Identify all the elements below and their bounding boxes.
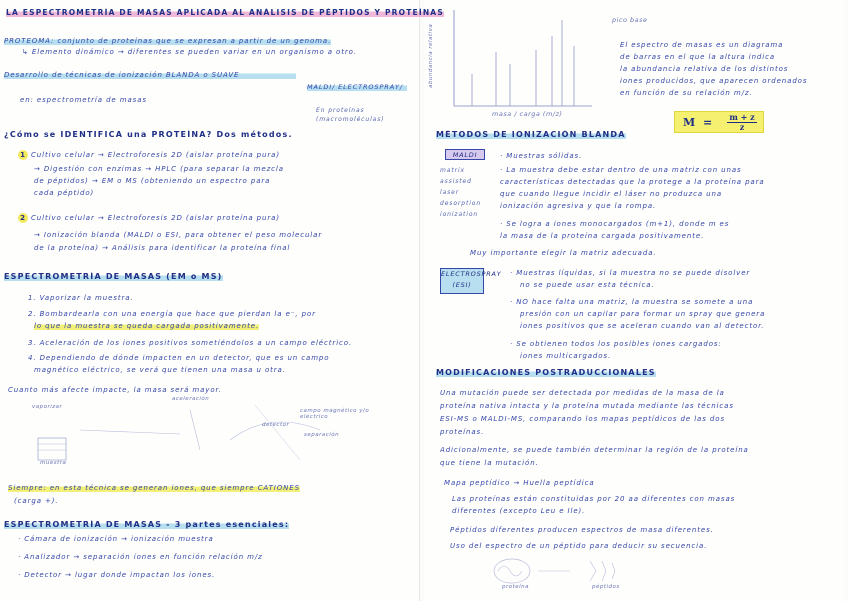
sketch-label-aceleracion: aceleración bbox=[172, 396, 210, 402]
maldi-expansion-5: ionization bbox=[440, 211, 479, 218]
part-detector: · Detector → lugar donde impactan los iones. bbox=[18, 571, 216, 579]
spectrum-desc-4: iones producidos, que aparecen ordenados bbox=[620, 77, 808, 85]
step-2-cont: lo que la muestra se queda cargada positivamente. bbox=[34, 322, 260, 330]
modificaciones-heading: MODIFICACIONES POSTRADUCCIONALES bbox=[436, 368, 656, 377]
map-line-1: Mapa peptídico → Huella peptídica bbox=[444, 479, 595, 487]
line-proteoma: PROTEOMA: conjunto de proteínas que se expresan a partir de un genoma. bbox=[4, 37, 332, 45]
step-2: 2. Bombardearla con una energía que hace que pierdan la e⁻, por bbox=[28, 310, 316, 318]
number-1-badge: 1 bbox=[18, 150, 28, 160]
page-title: LA ESPECTROMETRÍA DE MASAS APLICADA AL ANÁLISIS DE PÉPTIDOS Y PROTEÍNAS bbox=[6, 8, 444, 17]
maldi-label: MALDI bbox=[445, 149, 485, 160]
maldi-line-5: ionización agresiva y que la rompa. bbox=[500, 202, 657, 210]
ionizacion-blanda-heading: MÉTODOS DE IONIZACIÓN BLANDA bbox=[436, 130, 626, 139]
sketch-label-muestra: muestra bbox=[40, 460, 67, 466]
electro-line-5: iones positivos que se aceleran cuando van al detector. bbox=[520, 322, 765, 330]
electro-line-3: · NO hace falta una matriz, la muestra se somete a una bbox=[510, 298, 754, 306]
line-en-espectrometria: en: espectrometría de masas bbox=[20, 96, 147, 104]
maldi-line-2: · La muestra debe estar dentro de una matriz con unas bbox=[500, 166, 742, 174]
mod-line-2: proteína nativa intacta y la proteína mutada mediante las técnicas bbox=[440, 402, 734, 410]
sketch-label-separacion: separación bbox=[304, 432, 340, 438]
maldi-line-8: Muy importante elegir la matriz adecuada. bbox=[470, 249, 657, 257]
method-1-line-2: → Digestión con enzimas → HPLC (para separar la mezcla bbox=[34, 165, 284, 173]
number-2-badge: 2 bbox=[18, 213, 28, 223]
method-1: 1 Cultivo celular → Electroforesis 2D (aislar proteína pura) bbox=[18, 150, 280, 160]
mod-line-6: que tiene la mutación. bbox=[440, 459, 539, 467]
step-1: 1. Vaporizar la muestra. bbox=[28, 294, 134, 302]
mod-line-3: ESI-MS o MALDI-MS, comparando los mapas peptídicos de las dos bbox=[440, 415, 725, 423]
mod-line-5: Adicionalmente, se puede también determinar la región de la proteína bbox=[440, 446, 749, 454]
electro-line-7: iones multicargados. bbox=[520, 352, 612, 360]
mod-line-1: Una mutación puede ser detectada por medidas de la masa de la bbox=[440, 389, 725, 397]
sketch-label-vaporizar: vaporizar bbox=[32, 404, 63, 410]
maldi-line-7: la masa de la proteína cargada positivamente. bbox=[500, 232, 705, 240]
formula-lhs: M bbox=[683, 116, 696, 129]
electro-line-2: no se puede usar esta técnica. bbox=[520, 281, 655, 289]
spectrum-x-label: masa / carga (m/z) bbox=[492, 110, 563, 118]
formula-denominator: z bbox=[739, 122, 745, 132]
maldi-expansion-1: matrix bbox=[440, 167, 465, 174]
tres-partes-heading: ESPECTROMETRÍA DE MASAS - 3 partes esenciales: bbox=[4, 520, 290, 529]
maldi-line-3: características detectadas que la protege a la proteína para bbox=[500, 178, 765, 186]
spectrum-desc-1: El espectro de masas es un diagrama bbox=[620, 41, 784, 49]
electro-line-6: · Se obtienen todos los posibles iones cargados: bbox=[510, 340, 722, 348]
step-3: 3. Aceleración de los iones positivos sometiéndolos a un campo eléctrico. bbox=[28, 339, 353, 347]
map-line-2: Las proteínas están constituidas por 20 aa diferentes con masas bbox=[452, 495, 736, 503]
method-2-line-3: de la proteína) → Análisis para identificar la proteína final bbox=[34, 244, 291, 252]
formula-fraction bbox=[725, 113, 759, 132]
maldi-expansion-4: desorption bbox=[440, 200, 482, 207]
map-line-5: Uso del espectro de un péptido para deducir su secuencia. bbox=[450, 542, 708, 550]
step-4: 4. Dependiendo de dónde impacten en un detector, que es un campo bbox=[28, 354, 330, 362]
proteins-note: En proteínas (macromoléculas) bbox=[316, 107, 385, 123]
carga-positiva: (carga +). bbox=[14, 497, 59, 505]
mod-line-4: proteínas. bbox=[440, 428, 485, 436]
maldi-line-4: que cuando llegue incidir el láser no produzca una bbox=[500, 190, 723, 198]
electro-line-4: presión con un capilar para formar un spray que genera bbox=[520, 310, 766, 318]
spectrum-desc-5: en función de su relación m/z. bbox=[620, 89, 753, 97]
mass-spectrum-chart bbox=[440, 8, 620, 120]
mass-formula bbox=[674, 111, 764, 133]
electrospray-label: ELECTROSPRAY (ESI) bbox=[440, 268, 484, 294]
method-2-line-2: → Ionización blanda (MALDI o ESI, para obtener el peso molecular bbox=[34, 231, 323, 239]
maldi-expansion-2: assisted bbox=[440, 178, 472, 185]
formula-numerator: m + z bbox=[729, 112, 755, 122]
maldi-electrospray-note: MALDI/ ELECTROSPRAY/ bbox=[307, 82, 407, 92]
sketch-label-campo: campo magnético y/o eléctrico bbox=[300, 408, 370, 420]
protein-sketch bbox=[494, 559, 530, 583]
map-line-3: diferentes (excepto Leu e Ile). bbox=[452, 507, 586, 515]
map-line-4: Péptidos diferentes producen espectros de masa diferentes. bbox=[450, 526, 714, 534]
method-1-line-3: de péptidos) → EM o MS (obteniendo un espectro para bbox=[34, 177, 271, 185]
spectrum-y-label: abundancia relativa bbox=[428, 23, 434, 88]
sketch-label-detector: detector bbox=[262, 422, 290, 428]
electro-line-1: · Muestras líquidas, si la muestra no se puede disolver bbox=[510, 269, 751, 277]
em-heading: ESPECTROMETRÍA DE MASAS (EM o MS) bbox=[4, 272, 223, 281]
formula-equals: = bbox=[703, 116, 713, 129]
maldi-line-6: · Se logra a iones monocargados (m+1), donde m es bbox=[500, 220, 730, 228]
cuanto-line: Cuanto más afecte impacte, la masa será mayor. bbox=[8, 386, 222, 394]
peptides-sketch bbox=[590, 561, 615, 581]
vaporizer-sketch bbox=[38, 438, 66, 460]
spectrum-desc-2: de barras en el que la altura indica bbox=[620, 53, 776, 61]
line-desarrollo: Desarrollo de técnicas de ionización BLANDA o SUAVE bbox=[4, 70, 296, 80]
part-analizador: · Analizador → separación iones en función relación m/z bbox=[18, 553, 263, 561]
maldi-expansion-3: laser bbox=[440, 189, 460, 196]
siempre-cationes: Siempre: en esta técnica se generan iones, que siempre CATIONES bbox=[8, 484, 300, 492]
spectrum-desc-3: la abundancia relativa de los distintos bbox=[620, 65, 789, 73]
maldi-line-1: · Muestras sólidas. bbox=[500, 152, 583, 160]
spectrum-peak-label: pico base bbox=[612, 16, 648, 24]
identifica-heading: ¿Cómo se IDENTIFICA una PROTEÍNA? Dos métodos. bbox=[4, 130, 293, 139]
step-4-cont: magnético eléctrico, se verá que tienen una masa u otra. bbox=[34, 366, 286, 374]
label-proteina: proteína bbox=[502, 584, 530, 590]
method-1-line-4: cada péptido) bbox=[34, 189, 95, 197]
part-camara: · Cámara de ionización → ionización muestra bbox=[18, 535, 214, 543]
method-2: 2 Cultivo celular → Electroforesis 2D (aislar proteína pura) bbox=[18, 213, 280, 223]
line-dinamico: ↳ Elemento dinámico → diferentes se pueden variar en un organismo a otro. bbox=[22, 48, 357, 56]
label-peptidos: péptidos bbox=[592, 584, 620, 590]
